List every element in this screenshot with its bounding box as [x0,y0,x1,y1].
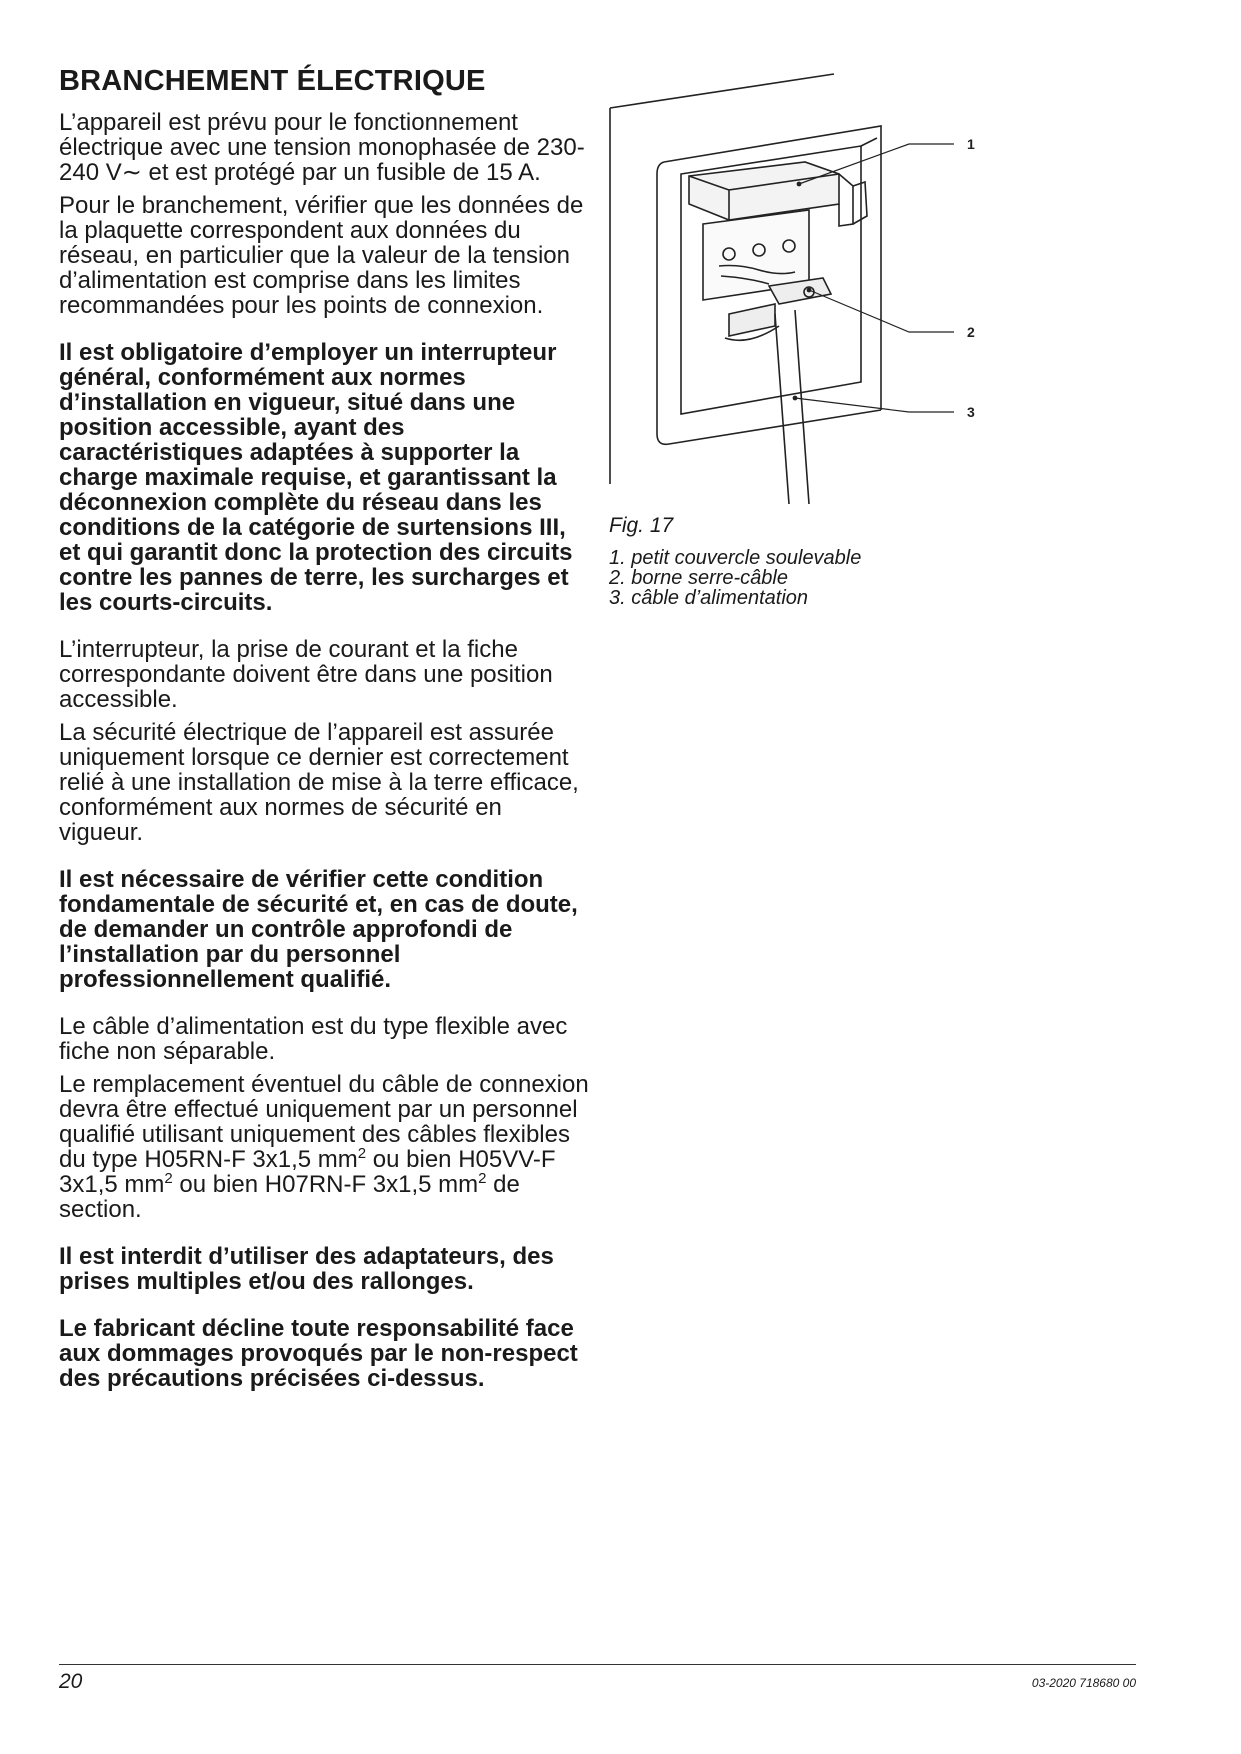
paragraph-cable-replacement [59,1072,589,1222]
cable-text-2: ou bien H05VV-F 3x1,5 mm [59,1146,556,1198]
superscript-2: 2 [478,1170,487,1187]
legend-item: 2. borne serre-câble [609,567,788,589]
superscript-2: 2 [357,1145,367,1162]
superscript-2: 2 [164,1170,173,1187]
legend-item: 3. câble d’alimentation [609,587,809,609]
footer-divider [59,1664,1136,1665]
cable-text-4: de section. [59,1171,520,1223]
socket-wiring-illustration [609,64,1009,504]
warning-adapters: Il est interdit d’utiliser des adaptateurs, des prises multiples et/ou des rallonges. [59,1243,554,1295]
callout-2: 2 [967,324,975,340]
warning-verification: Il est nécessaire de vérifier cette condition fondamentale de sécurité et, en cas de doute, de demander un contrôle approfondi de l’installation par du personnel professionnellement qualifié. [59,866,578,993]
power-cable-icon [775,314,789,504]
page-number: 20 [59,1670,83,1693]
paragraph-voltage: L’appareil est prévu pour le fonctionnement électrique avec une tension monophasée de 230-240 V∼ et est protégé par un fusible de 15 A. [59,109,585,186]
warning-liability: Le fabricant décline toute responsabilité face aux dommages provoqués par le non-respect des précautions précisées ci-dessus. [59,1315,578,1392]
lid-icon [689,162,839,220]
leader-line-3 [795,398,954,412]
document-code: 03-2020 718680 00 [1031,1676,1136,1690]
paragraph-connection-check: Pour le branchement, vérifier que les données de la plaquette correspondent aux données du réseau, en particulier que la valeur de la tension d’alimentation est comprise dans les limites recommandées pour les points de connexion. [59,192,584,319]
main-text-column [59,64,589,1391]
paragraph-accessibility: L’interrupteur, la prise de courant et la fiche correspondante doivent être dans une position accessible. [59,636,553,713]
warning-main-switch: Il est obligatoire d’employer un interrupteur général, conformément aux normes d’installation en vigueur, situé dans une position accessible, ayant des caractéristiques adaptées à supporter la charge maximale requise, et garantissant la déconnexion complète du réseau dans les conditions de la catégorie de surtensions III, et qui garantit donc la protection des circuits contre les pannes de terre, les surcharges et les courts-circuits. [59,339,573,616]
callout-1: 1 [967,136,975,152]
figure-legend [609,548,861,608]
figure-caption: Fig. 17 [609,514,674,537]
cable-text-1: Le remplacement éventuel du câble de connexion devra être effectué uniquement par un personnel qualifié utilisant uniquement des câbles flexibles du type H05RN-F 3x1,5 mm [59,1071,589,1173]
paragraph-cable-type: Le câble d’alimentation est du type flexible avec fiche non séparable. [59,1013,568,1065]
callout-3: 3 [967,404,975,420]
paragraph-earthing: La sécurité électrique de l’appareil est assurée uniquement lorsque ce dernier est correctement relié à une installation de mise à la terre efficace, conformément aux normes de sécurité en vigueur. [59,719,579,846]
page-title: BRANCHEMENT ÉLECTRIQUE [59,65,486,97]
legend-item: 1. petit couvercle soulevable [609,547,862,569]
cable-text-3: ou bien H07RN-F 3x1,5 mm [172,1171,479,1198]
wall-top-edge [610,74,834,108]
